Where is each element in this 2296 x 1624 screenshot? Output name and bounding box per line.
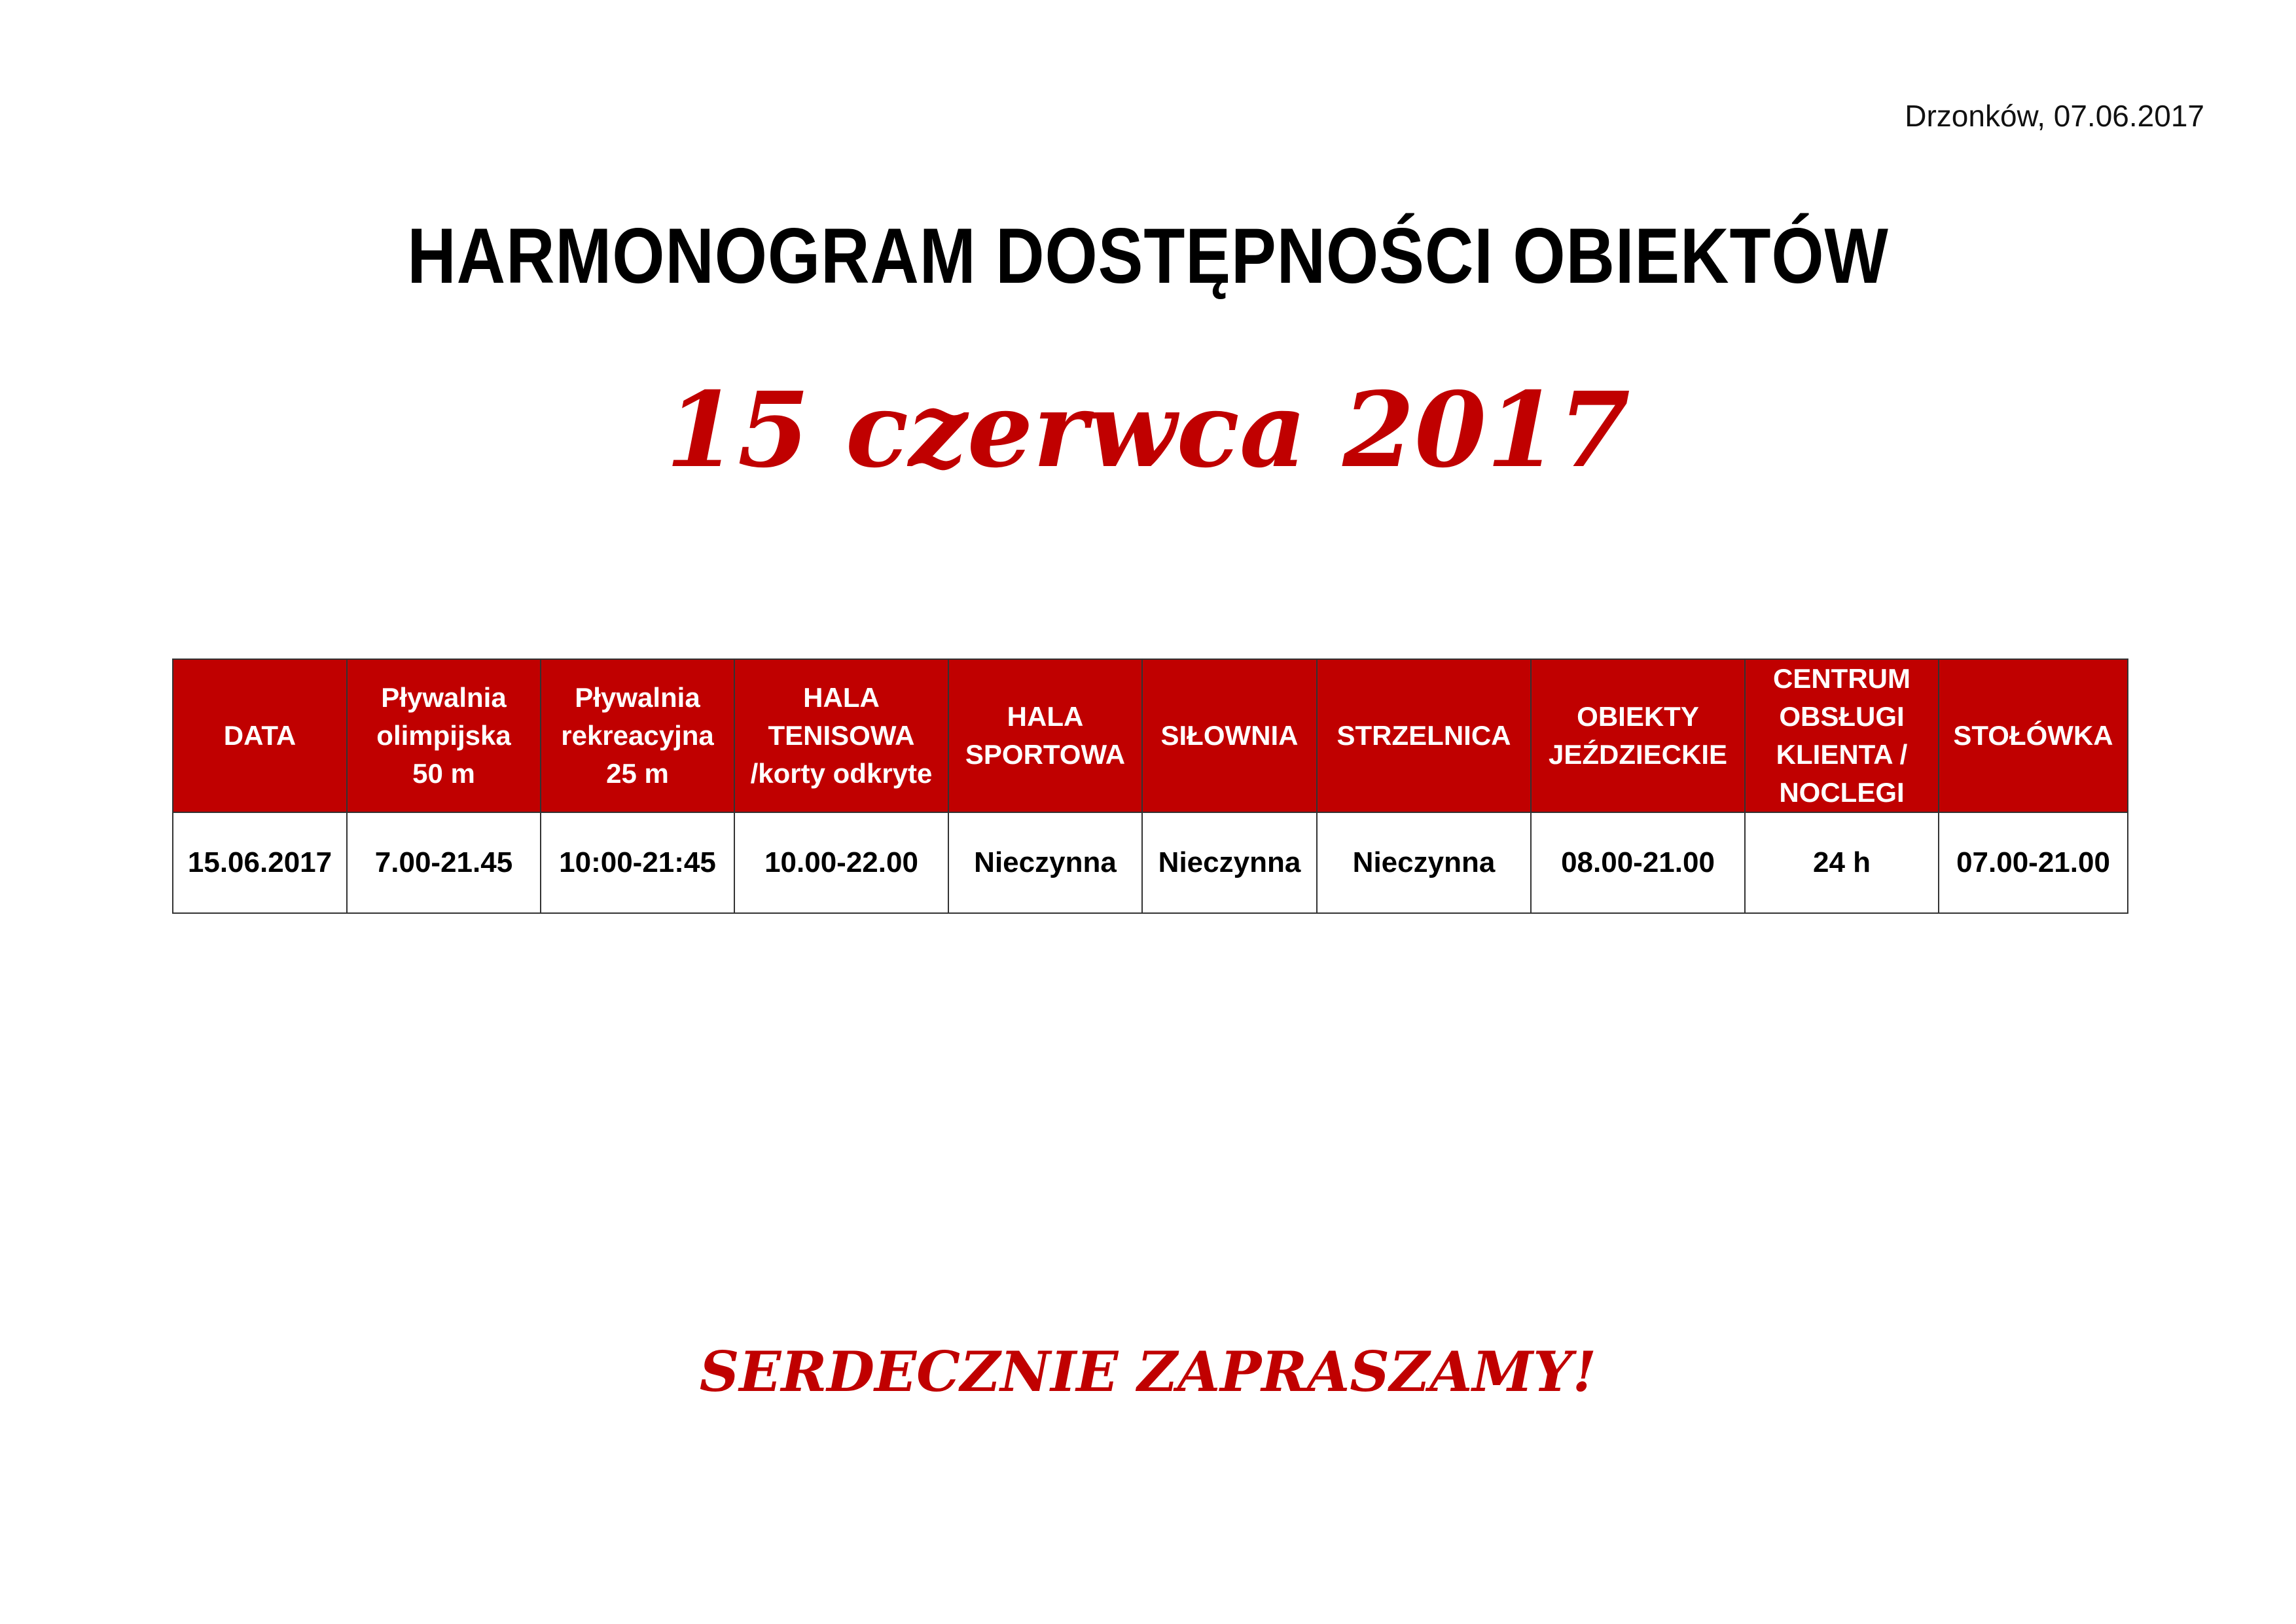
header-line: DATA (223, 720, 296, 751)
cell-olympic-pool-hours: 7.00-21.45 (347, 812, 541, 913)
col-header-tennis-hall (734, 659, 948, 812)
col-header-canteen (1939, 659, 2128, 812)
closing-invitation: SERDECZNIE ZAPRASZAMY! (699, 1339, 1597, 1404)
col-header-equestrian (1531, 659, 1745, 812)
header-line: olimpijska (376, 720, 511, 751)
col-header-recreation-pool (541, 659, 734, 812)
cell-gym-hours: Nieczynna (1142, 812, 1317, 913)
header-line: 25 m (606, 758, 669, 789)
cell-shooting-range-hours: Nieczynna (1317, 812, 1531, 913)
event-date: 15 czerwca 2017 (666, 370, 1630, 491)
header-line: HALA (1007, 701, 1084, 732)
cell-equestrian-hours: 08.00-21.00 (1531, 812, 1745, 913)
header-line: CENTRUM (1773, 663, 1910, 694)
header-line: OBIEKTY (1577, 701, 1699, 732)
place-and-date: Drzonków, 07.06.2017 (1905, 99, 2204, 133)
header-line: Pływalnia (575, 682, 700, 713)
col-header-data (173, 659, 347, 812)
table-row (173, 812, 2128, 913)
table-header-row (173, 659, 2128, 812)
cell-customer-center-hours: 24 h (1745, 812, 1939, 913)
header-line: /korty odkryte (750, 758, 933, 789)
header-line: 50 m (412, 758, 475, 789)
header-line: STOŁÓWKA (1953, 720, 2113, 751)
header-line: HALA (803, 682, 880, 713)
col-header-olympic-pool (347, 659, 541, 812)
cell-tennis-hall-hours: 10.00-22.00 (734, 812, 948, 913)
header-line: rekreacyjna (561, 720, 714, 751)
col-header-sports-hall (948, 659, 1142, 812)
document-title: HARMONOGRAM DOSTĘPNOŚCI OBIEKTÓW (407, 212, 1889, 300)
col-header-gym (1142, 659, 1317, 812)
header-line: JEŹDZIECKIE (1548, 739, 1728, 770)
availability-table (172, 659, 2128, 914)
cell-date: 15.06.2017 (173, 812, 347, 913)
header-line: KLIENTA / (1776, 739, 1908, 770)
cell-recreation-pool-hours: 10:00-21:45 (541, 812, 734, 913)
col-header-shooting-range (1317, 659, 1531, 812)
cell-sports-hall-hours: Nieczynna (948, 812, 1142, 913)
header-line: NOCLEGI (1779, 777, 1905, 808)
cell-canteen-hours: 07.00-21.00 (1939, 812, 2128, 913)
header-line: Pływalnia (381, 682, 507, 713)
header-line: TENISOWA (768, 720, 915, 751)
header-line: SIŁOWNIA (1160, 720, 1299, 751)
col-header-customer-center (1745, 659, 1939, 812)
header-line: OBSŁUGI (1779, 701, 1905, 732)
header-line: SPORTOWA (965, 739, 1126, 770)
header-line: STRZELNICA (1336, 720, 1511, 751)
